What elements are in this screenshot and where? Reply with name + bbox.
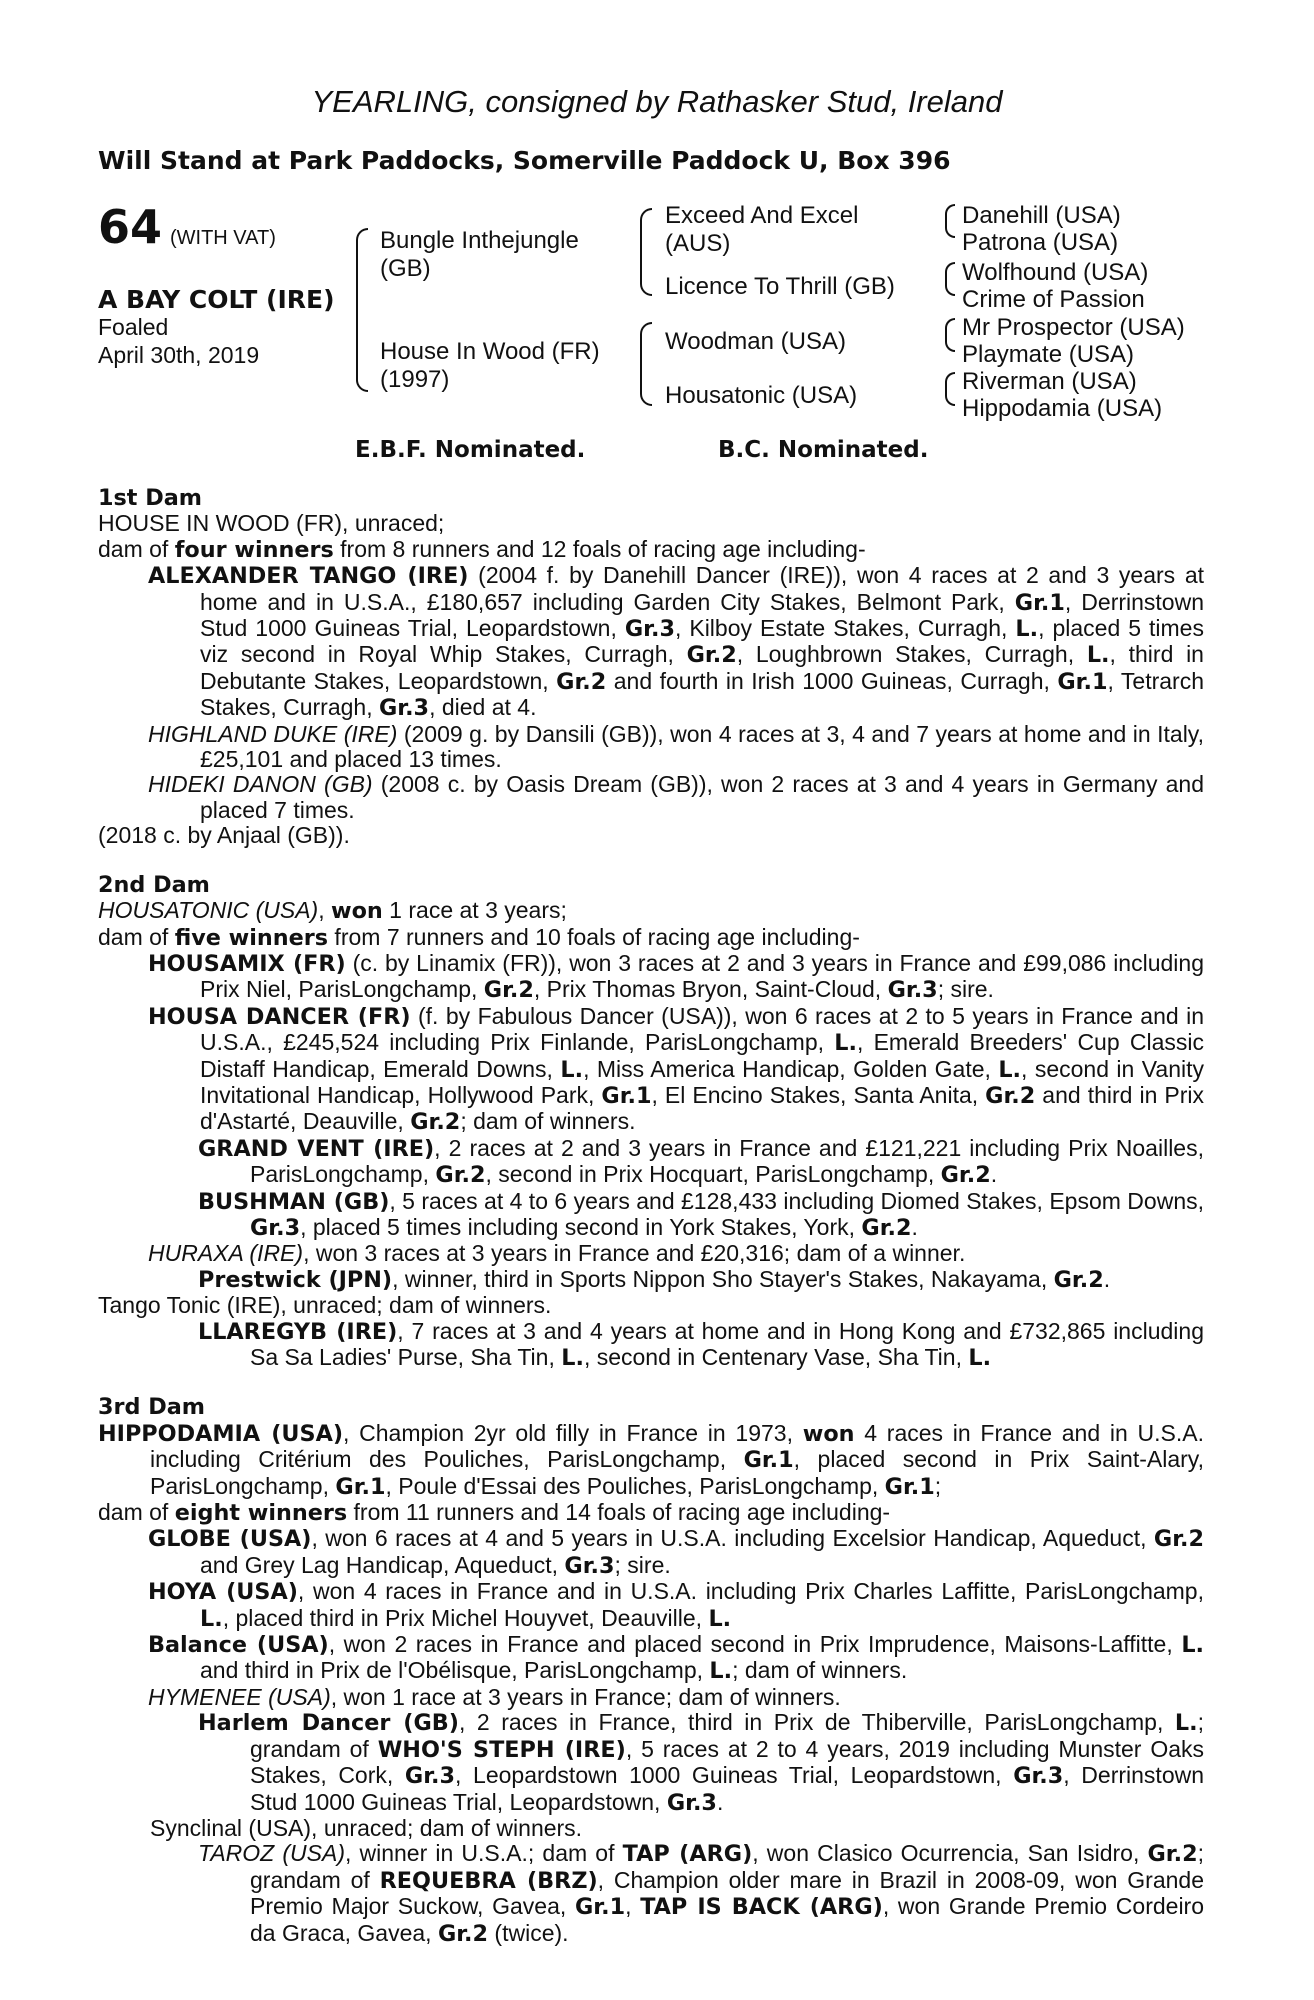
produce-entry: Tango Tonic (IRE), unraced; dam of winners. [98,1292,552,1319]
pedigree-sss: Danehill (USA) [962,202,1121,229]
produce-entry: HIDEKI DANON (GB) (2008 c. by Oasis Dream (GB)), won 2 races at 3 and 4 years in Germany and placed 7 times. [148,771,1204,823]
produce-entry: GLOBE (USA), won 6 races at 4 and 5 years in U.S.A. including Excelsior Handicap, Aqueduct, Gr.2 and Grey Lag Handicap, Aqueduct, Gr.3; sire. [148,1525,1204,1579]
produce-entry: Synclinal (USA), unraced; dam of winners. [150,1814,583,1841]
grandproduce-entry: LLAREGYB (IRE), 7 races at 3 and 4 years at home and in Hong Kong and £732,865 including Sa Sa Ladies' Purse, Sha Tin, L., second in Centenary Vase, Sha Tin, L. [198,1317,1204,1371]
second-dam-summary: dam of five winners from 7 runners and 10 foals of racing age including- [98,923,860,951]
produce-entry: Balance (USA), won 2 races in France and placed second in Prix Imprudence, Maisons-Laffitte, L. and third in Prix de l'Obélisque, ParisLongchamp, L.; dam of winners. [148,1631,1204,1685]
produce-entry: HURAXA (IRE), won 3 races at 3 years in France and £20,316; dam of a winner. [148,1240,966,1267]
pedigree-brace-ss [945,204,955,238]
produce-entry: HYMENEE (USA), won 1 race at 3 years in France; dam of winners. [148,1683,841,1710]
sire-name: Bungle Inthejungle [380,227,579,254]
grandproduce-entry: GRAND VENT (IRE), 2 races at 2 and 3 years in France and £121,221 including Prix Noailles, ParisLongchamp, Gr.2, second in Prix Hocquart, ParisLongchamp, Gr.2. [198,1134,1204,1189]
pedigree-brace-sd [945,262,955,296]
produce-entry: HIGHLAND DUKE (IRE) (2009 g. by Dansili (GB)), won 4 races at 3, 4 and 7 years at home and in Italy, £25,101 and placed 13 times. [148,720,1204,773]
lot-number: 64 [98,200,163,254]
sire-country: (GB) [380,255,431,282]
produce-entry: HOUSA DANCER (FR) (f. by Fabulous Dancer (USA)), won 6 races at 2 to 5 years in France and in U.S.A., £245,524 including Prix Finlande, ParisLongchamp, L., Emerald Breeders' Cup Classic Distaff Handicap, Emerald Downs, L., Miss America Handicap, Golden Gate, L., second in Vanity Invitational Handicap, Hollywood Park, Gr.1, El Encino Stakes, Santa Anita, Gr.2 and third in Prix d'Astarté, Deauville, Gr.2; dam of winners. [148,1002,1204,1136]
produce-record [98,486,1204,1947]
foaled-label: Foaled [98,314,169,340]
third-dam-heading: 3rd Dam [98,1394,206,1421]
second-dam-name: HOUSATONIC (USA), won 1 race at 3 years; [98,897,567,925]
pedigree-dam [380,338,600,394]
pedigree-brace-dd [945,372,955,406]
pedigree-dds: Riverman (USA) [962,368,1137,395]
pedigree-dss: Mr Prospector (USA) [962,314,1185,341]
vat-note: (WITH VAT) [170,227,276,249]
stand-location: Will Stand at Park Paddocks, Somerville Paddock U, Box 396 [98,146,951,175]
dam-name: House In Wood (FR) [380,338,600,365]
dam-year: (1997) [380,366,450,393]
ss-name: Exceed And Excel [665,202,859,229]
first-dam-summary: dam of four winners from 8 runners and 12 foals of racing age including- [98,535,866,563]
produce-entry: HOUSAMIX (FR) (c. by Linamix (FR)), won 3 races at 2 and 3 years in France and £99,086 including Prix Niel, ParisLongchamp, Gr.2, Prix Thomas Bryon, Saint-Cloud, Gr.3; sire. [148,949,1204,1004]
produce-entry: (2018 c. by Anjaal (GB)). [98,822,350,849]
third-dam-name: HIPPODAMIA (USA), Champion 2yr old filly in France in 1973, won 4 races in France and in U.S.A. including Critérium des Pouliches, ParisLongchamp, Gr.1, placed second in Prix Saint-Alary, ParisLongchamp, Gr.1, Poule d'Essai des Pouliches, ParisLongchamp, Gr.1; [98,1419,1204,1500]
bc-nomination: B.C. Nominated. [718,437,929,463]
pedigree-sire [380,227,579,283]
pedigree-brace-ds [945,318,955,352]
pedigree-ddd: Hippodamia (USA) [962,395,1163,422]
pedigree-sds: Wolfhound (USA) [962,259,1149,286]
catalogue-header-title: YEARLING, consigned by Rathasker Stud, Ireland [311,84,1003,119]
pedigree-ssd: Patrona (USA) [962,229,1119,256]
pedigree-ss [665,202,858,258]
pedigree-dsd: Playmate (USA) [962,341,1135,368]
pedigree-brace-gen1 [356,228,368,392]
ss-country: (AUS) [665,230,731,257]
grandproduce-entry: Prestwick (JPN), winner, third in Sports Nippon Sho Stayer's Stakes, Nakayama, Gr.2. [198,1265,1111,1293]
first-dam-heading: 1st Dam [98,485,202,511]
horse-description: A BAY COLT (IRE) [98,285,335,314]
pedigree-ds: Woodman (USA) [665,328,846,355]
grandproduce-entry: BUSHMAN (GB), 5 races at 4 to 6 years and £128,433 including Diomed Stakes, Epsom Downs, Gr.3, placed 5 times including second in York Stakes, York, Gr.2. [198,1187,1204,1241]
pedigree-brace-sire [640,208,652,296]
ebf-nomination: E.B.F. Nominated. [355,437,586,463]
second-dam-heading: 2nd Dam [98,871,210,898]
pedigree-sdd: Crime of Passion [962,286,1145,313]
produce-entry: ALEXANDER TANGO (IRE) (2004 f. by Danehill Dancer (IRE)), won 4 races at 2 and 3 years at home and in U.S.A., £180,657 including Garden City Stakes, Belmont Park, Gr.1, Derrinstown Stud 1000 Guineas Trial, Leopardstown, Gr.3, Kilboy Estate Stakes, Curragh, L., placed 5 times viz second in Royal Whip Stakes, Curragh, Gr.2, Loughbrown Stakes, Curragh, L., third in Debutante Stakes, Leopardstown, Gr.2 and fourth in Irish 1000 Guineas, Curragh, Gr.1, Tetrarch Stakes, Curragh, Gr.3, died at 4. [148,562,1205,722]
first-dam-name: HOUSE IN WOOD (FR), unraced; [98,510,445,537]
third-dam-summary: dam of eight winners from 11 runners and 14 foals of racing age including- [98,1499,891,1527]
grandproduce-entry: TAROZ (USA), winner in U.S.A.; dam of TAP (ARG), won Clasico Ocurrencia, San Isidro, Gr.2; grandam of REQUEBRA (BRZ), Champion older mare in Brazil in 2008-09, won Grande Premio Major Suckow, Gavea, Gr.1, TAP IS BACK (ARG), won Grande Premio Cordeiro da Graca, Gavea, Gr.2 (twice). [198,1840,1205,1947]
pedigree-dd: Housatonic (USA) [665,382,858,409]
grandproduce-entry: Harlem Dancer (GB), 2 races in France, third in Prix de Thiberville, ParisLongchamp, L.; grandam of WHO'S STEPH (IRE), 5 races at 2 to 4 years, 2019 including Munster Oaks Stakes, Cork, Gr.3, Leopardstown 1000 Guineas Trial, Leopardstown, Gr.3, Derrinstown Stud 1000 Guineas Trial, Leopardstown, Gr.3. [198,1709,1205,1816]
foaled-date: April 30th, 2019 [98,342,260,368]
foaled-info [98,313,259,369]
pedigree-sd: Licence To Thrill (GB) [665,273,895,300]
pedigree-brace-dam [640,322,652,406]
produce-entry: HOYA (USA), won 4 races in France and in U.S.A. including Prix Charles Laffitte, ParisLongchamp, L., placed third in Prix Michel Houyvet, Deauville, L. [148,1578,1204,1632]
